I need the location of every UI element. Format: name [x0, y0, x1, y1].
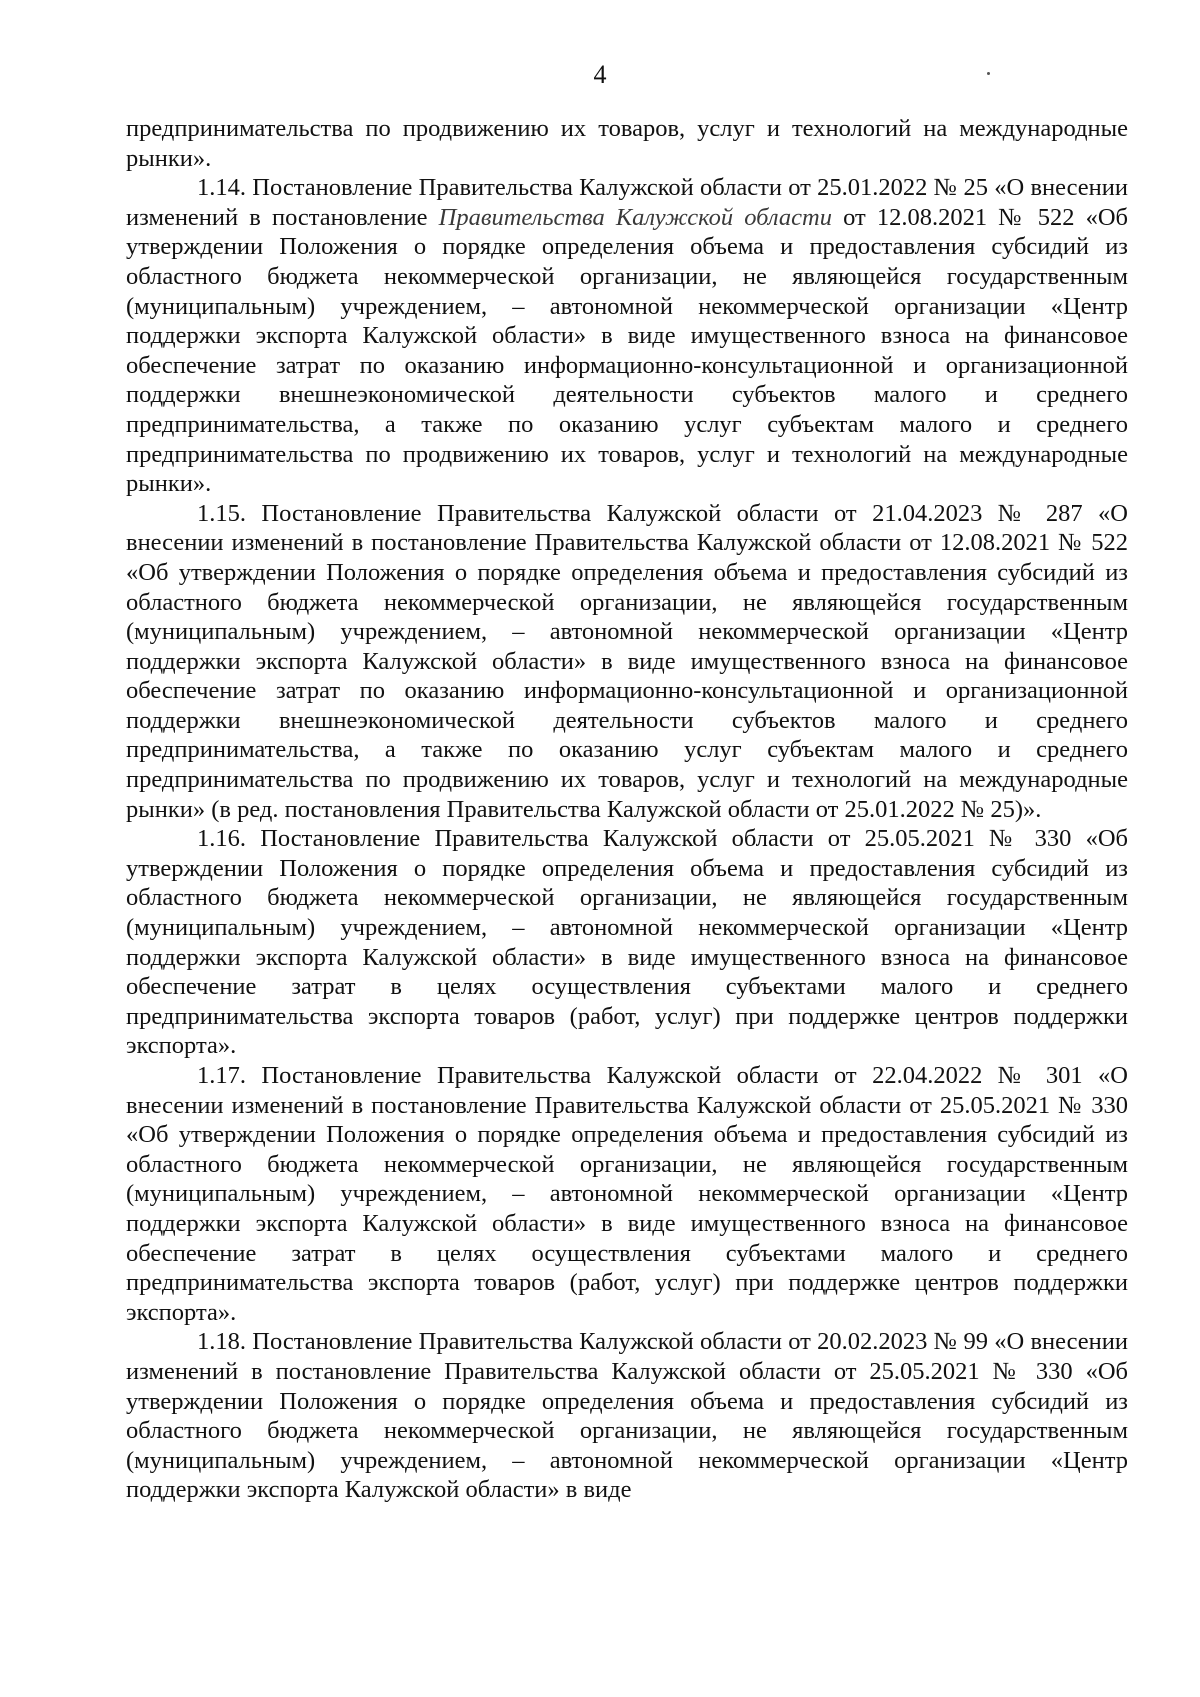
paragraph-text: от 12.08.2021 № 522 «Об утверждении Положения о порядке определения объема и предоставления субсидий из областного бюджета некоммерческой организации, не являющейся государственным (муниципальным) учреждением, – автономной некоммерческой организации «Центр поддержки экспорта Калужской области» в виде имущественного взноса на финансовое обеспечение затрат по оказанию информационно-консультационной и организационной поддержки внешнеэкономической деятельности субъектов малого и среднего предпринимательства, а также по оказанию услуг субъектам малого и среднего предпринимательства по продвижению их товаров, услуг и технологий на международные рынки». — [126, 203, 1128, 498]
paragraph-text: 1.16. Постановление Правительства Калужской области от 25.05.2021 № 330 «Об утверждении Положения о порядке определения объема и предоставления субсидий из областного бюджета некоммерческой организации, не являющейся государственным (муниципальным) учреждением, – автономной некоммерческой организации «Центр поддержки экспорта Калужской области» в виде имущественного взноса на финансовое обеспечение затрат в целях осуществления субъектами малого и среднего предпринимательства экспорта товаров (работ, услуг) при поддержке центров поддержки экспорта». — [126, 825, 1128, 1060]
scan-artifact-dot — [987, 72, 990, 75]
page-number: 4 — [593, 60, 607, 89]
paragraph-item-1-14 — [126, 173, 1128, 499]
paragraph-text: 1.15. Постановление Правительства Калужской области от 21.04.2023 № 287 «О внесении изменений в постановление Правительства Калужской области от 12.08.2021 № 522 «Об утверждении Положения о порядке определения объема и предоставления субсидий из областного бюджета некоммерческой организации, не являющейся государственным (муниципальным) учреждением, – автономной некоммерческой организации «Центр поддержки экспорта Калужской области» в виде имущественного взноса на финансовое обеспечение затрат по оказанию информационно-консультационной и организационной поддержки внешнеэкономической деятельности субъектов малого и среднего предпринимательства, а также по оказанию услуг субъектам малого и среднего предпринимательства по продвижению их товаров, услуг и технологий на международные рынки» (в ред. постановления Правительства Калужской области от 25.01.2022 № 25)». — [126, 499, 1128, 823]
paragraph-text: предпринимательства по продвижению их товаров, услуг и технологий на международные рынки». — [126, 115, 1128, 172]
paragraph-text: 1.14. Постановление Правительства Калужской области от 25.01.2022 № 25 «О внесении изменений в постановление — [126, 174, 1128, 231]
paragraph-item-1-16 — [126, 824, 1128, 1061]
paragraph-item-1-18 — [126, 1327, 1128, 1505]
document-body — [126, 114, 1128, 1505]
paragraph-text: 1.18. Постановление Правительства Калужской области от 20.02.2023 № 99 «О внесении изменений в постановление Правительства Калужской области от 25.05.2021 № 330 «Об утверждении Положения о порядке определения объема и предоставления субсидий из областного бюджета некоммерческой организации, не являющейся государственным (муниципальным) учреждением, – автономной некоммерческой организации «Центр поддержки экспорта Калужской области» в виде — [126, 1328, 1128, 1504]
paragraph-text: 1.17. Постановление Правительства Калужской области от 22.04.2022 № 301 «О внесении изменений в постановление Правительства Калужской области от 25.05.2021 № 330 «Об утверждении Положения о порядке определения объема и предоставления субсидий из областного бюджета некоммерческой организации, не являющейся государственным (муниципальным) учреждением, – автономной некоммерческой организации «Центр поддержки экспорта Калужской области» в виде имущественного взноса на финансовое обеспечение затрат в целях осуществления субъектами малого и среднего предпринимательства экспорта товаров (работ, услуг) при поддержке центров поддержки экспорта». — [126, 1062, 1128, 1326]
paragraph-item-1-15 — [126, 499, 1128, 825]
paragraph-item-1-17 — [126, 1061, 1128, 1327]
paragraph-text-faded: Правительства Калужской области — [438, 203, 832, 231]
paragraph-continuation — [126, 114, 1128, 173]
